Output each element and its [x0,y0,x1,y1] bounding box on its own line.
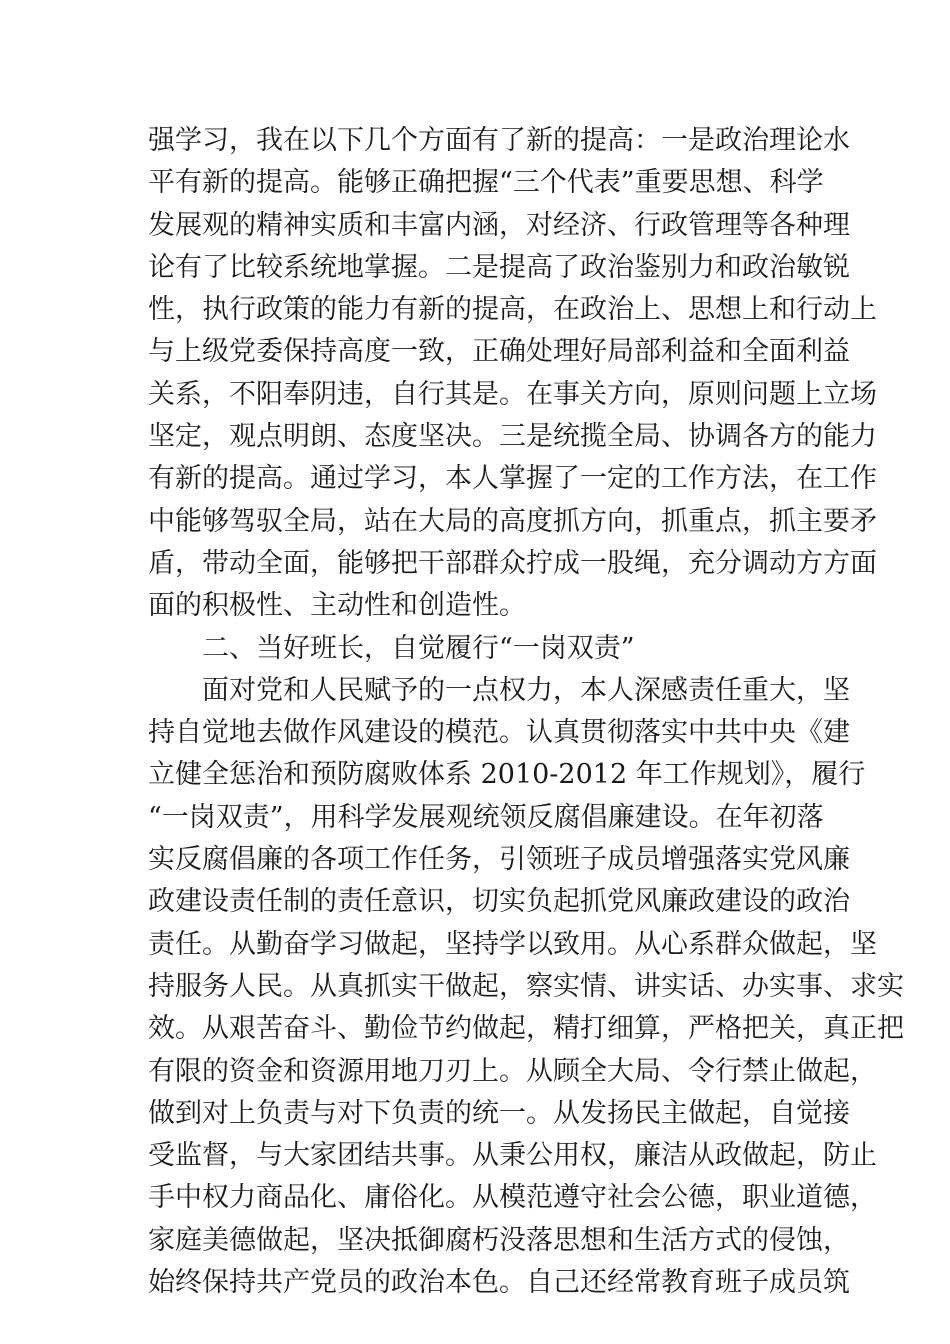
text-line: 家庭美德做起，坚决抵御腐朽没落思想和生活方式的侵蚀， [148,1224,850,1256]
text-line: “一岗双责”，用科学发展观统领反腐倡廉建设。在年初落 [148,801,824,833]
text-line: 效。从艰苦奋斗、勤俭节约做起，精打细算，严格把关，真正把 [148,1013,904,1045]
text-line: 有限的资金和资源用地刀刃上。从顾全大局、令行禁止做起， [148,1055,877,1087]
text-line: 手中权力商品化、庸俗化。从模范遵守社会公德，职业道德， [148,1182,877,1214]
text-line: 坚定，观点明朗、态度坚决。三是统揽全局、协调各方的能力 [148,421,877,453]
text-line: 面对党和人民赋予的一点权力，本人深感责任重大，坚 [202,674,850,706]
text-line: 立健全惩治和预防腐败体系 2010-2012 年工作规划》，履行 [148,759,866,791]
text-line: 持自觉地去做作风建设的模范。认真贯彻落实中共中央《建 [148,717,850,749]
text-line: 关系，不阳奉阴违，自行其是。在事关方向，原则问题上立场 [148,378,877,410]
text-line: 面的积极性、主动性和创造性。 [148,590,526,622]
section-heading: 二、当好班长，自觉履行“一岗双责” [202,632,635,664]
text-line: 性，执行政策的能力有新的提高，在政治上、思想上和行动上 [148,294,877,326]
text-line: 有新的提高。通过学习，本人掌握了一定的工作方法，在工作 [148,463,877,495]
text-line: 盾，带动全面，能够把干部群众拧成一股绳，充分调动方方面 [148,547,877,579]
text-line: 做到对上负责与对下负责的统一。从发扬民主做起，自觉接 [148,1097,850,1129]
document-body [148,120,904,1304]
text-line: 实反腐倡廉的各项工作任务，引领班子成员增强落实党风廉 [148,844,850,876]
text-line: 平有新的提高。能够正确把握“三个代表”重要思想、科学 [148,167,824,199]
text-line: 中能够驾驭全局，站在大局的高度抓方向，抓重点，抓主要矛 [148,505,877,537]
text-line: 始终保持共产党员的政治本色。自己还经常教育班子成员筑 [148,1267,850,1299]
text-line: 责任。从勤奋学习做起，坚持学以致用。从心系群众做起，坚 [148,928,877,960]
text-line: 政建设责任制的责任意识，切实负起抓党风廉政建设的政治 [148,886,850,918]
text-line: 持服务人民。从真抓实干做起，察实情、讲实话、办实事、求实 [148,970,904,1002]
text-line: 与上级党委保持高度一致，正确处理好局部利益和全面利益 [148,336,850,368]
text-line: 受监督，与大家团结共事。从秉公用权，廉洁从政做起，防止 [148,1140,877,1172]
text-line: 发展观的精神实质和丰富内涵，对经济、行政管理等各种理 [148,209,850,241]
text-line: 论有了比较系统地掌握。二是提高了政治鉴别力和政治敏锐 [148,251,850,283]
text-line: 强学习，我在以下几个方面有了新的提高：一是政治理论水 [148,125,850,156]
